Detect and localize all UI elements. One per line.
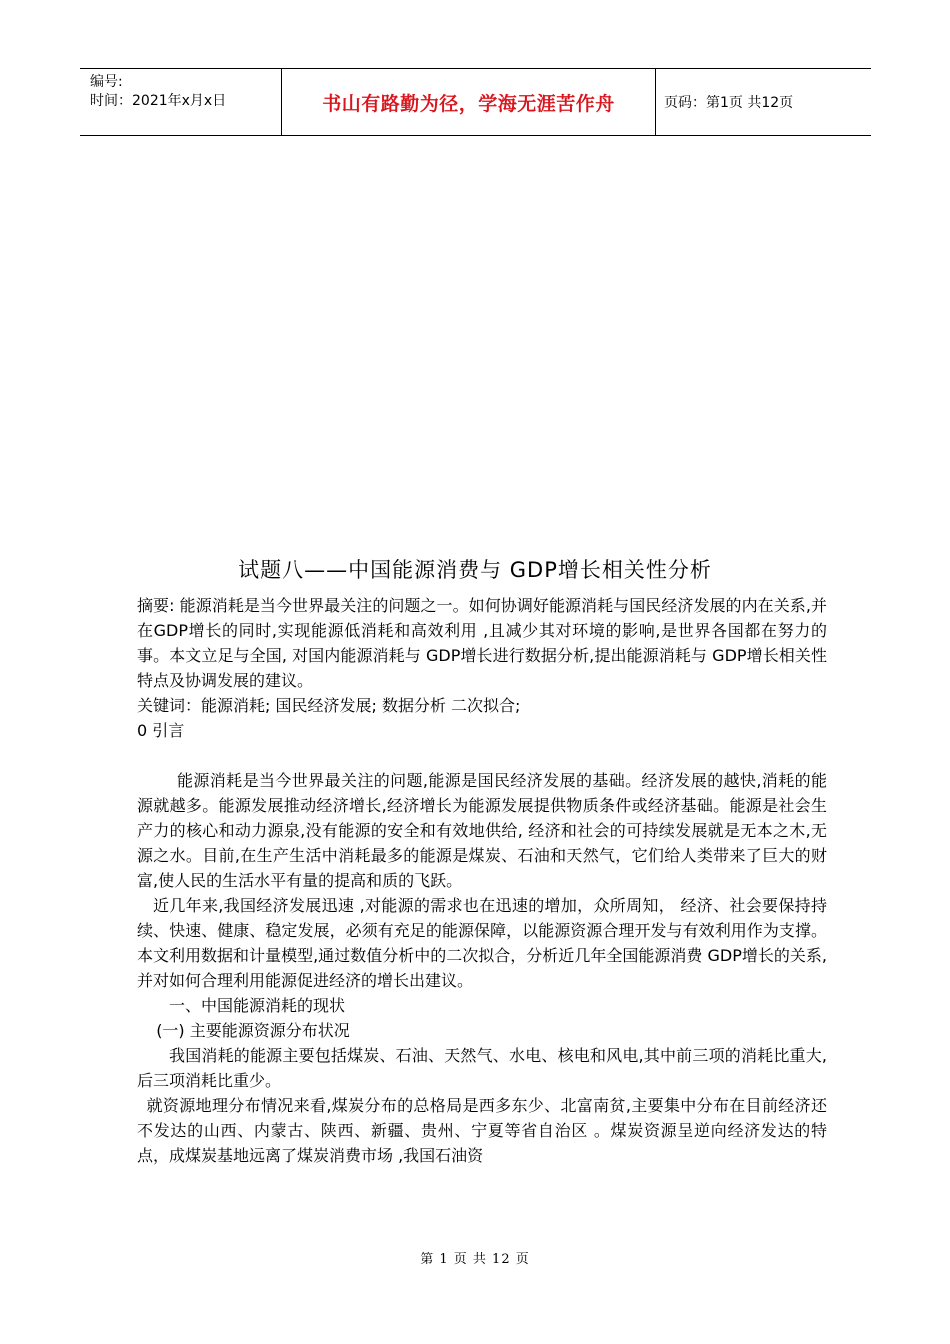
document-title: 试题八——中国能源消费与 GDP增长相关性分析 — [238, 558, 712, 582]
header-page-info: 页码：第1页 共12页 — [664, 95, 794, 111]
abstract: 摘要: 能源消耗是当今世界最关注的问题之一。如何协调好能源消耗与国民经济发展的内在关系,并在GDP增长的同时,实现能源低消耗和高效利用 ,且减少其对环境的影响,是世界各国都在努力的事。本文立足与全国, 对国内能源消耗与 GDP增长进行数据分析,提出能源消耗与 GDP增长相关性特点及协调发展的建议。 — [137, 596, 827, 690]
section-heading: 一、中国能源消耗的现状 — [169, 996, 346, 1015]
paragraph: 我国消耗的能源主要包括煤炭、石油、天然气、水电、核电和风电,其中前三项的消耗比重大,后三项消耗比重少。 — [137, 1046, 827, 1090]
section-introduction-heading: 0 引言 — [137, 721, 185, 740]
header-meta — [80, 69, 282, 135]
page-header — [80, 68, 871, 136]
document-number-label: 编号: — [90, 74, 123, 90]
keywords: 关键词：能源消耗; 国民经济发展; 数据分析 二次拟合; — [137, 696, 521, 715]
header-motto: 书山有路勤为径，学海无涯苦作舟 — [282, 69, 656, 135]
paragraph: 近几年来,我国经济发展迅速 ,对能源的需求也在迅速的增加，众所周知， 经济、社会要保持持续、快速、健康、稳定发展，必须有充足的能源保障，以能源资源合理开发与有效利用作为支撑。本文利用数据和计量模型,通过数值分析中的二次拟合，分析近几年全国能源消费 GDP增长的关系, 并对如何合理利用能源促进经济的增长出建议。 — [137, 896, 827, 990]
blank-line — [137, 743, 827, 768]
document-body — [137, 593, 827, 1168]
subsection-heading: (一) 主要能源资源分布状况 — [156, 1021, 350, 1040]
paragraph: 能源消耗是当今世界最关注的问题,能源是国民经济发展的基础。经济发展的越快,消耗的能源就越多。能源发展推动经济增长,经济增长为能源发展提供物质条件或经济基础。能源是社会生产力的核心和动力源泉,没有能源的安全和有效地供给, 经济和社会的可持续发展就是无本之木,无源之水。目前,在生产生活中消耗最多的能源是煤炭、石油和天然气，它们给人类带来了巨大的财富,使人民的生活水平有量的提高和质的飞跃。 — [137, 771, 827, 890]
paragraph: 就资源地理分布情况来看,煤炭分布的总格局是西多东少、北富南贫,主要集中分布在目前经济还不发达的山西、内蒙古、陕西、新疆、贵州、宁夏等省自治区 。煤炭资源呈逆向经济发达的特点，成煤炭基地远离了煤炭消费市场 ,我国石油资 — [137, 1096, 827, 1165]
document-time-label: 时间：2021年x月x日 — [90, 93, 227, 109]
page-footer: 第 1 页 共 12 页 — [420, 1252, 530, 1267]
